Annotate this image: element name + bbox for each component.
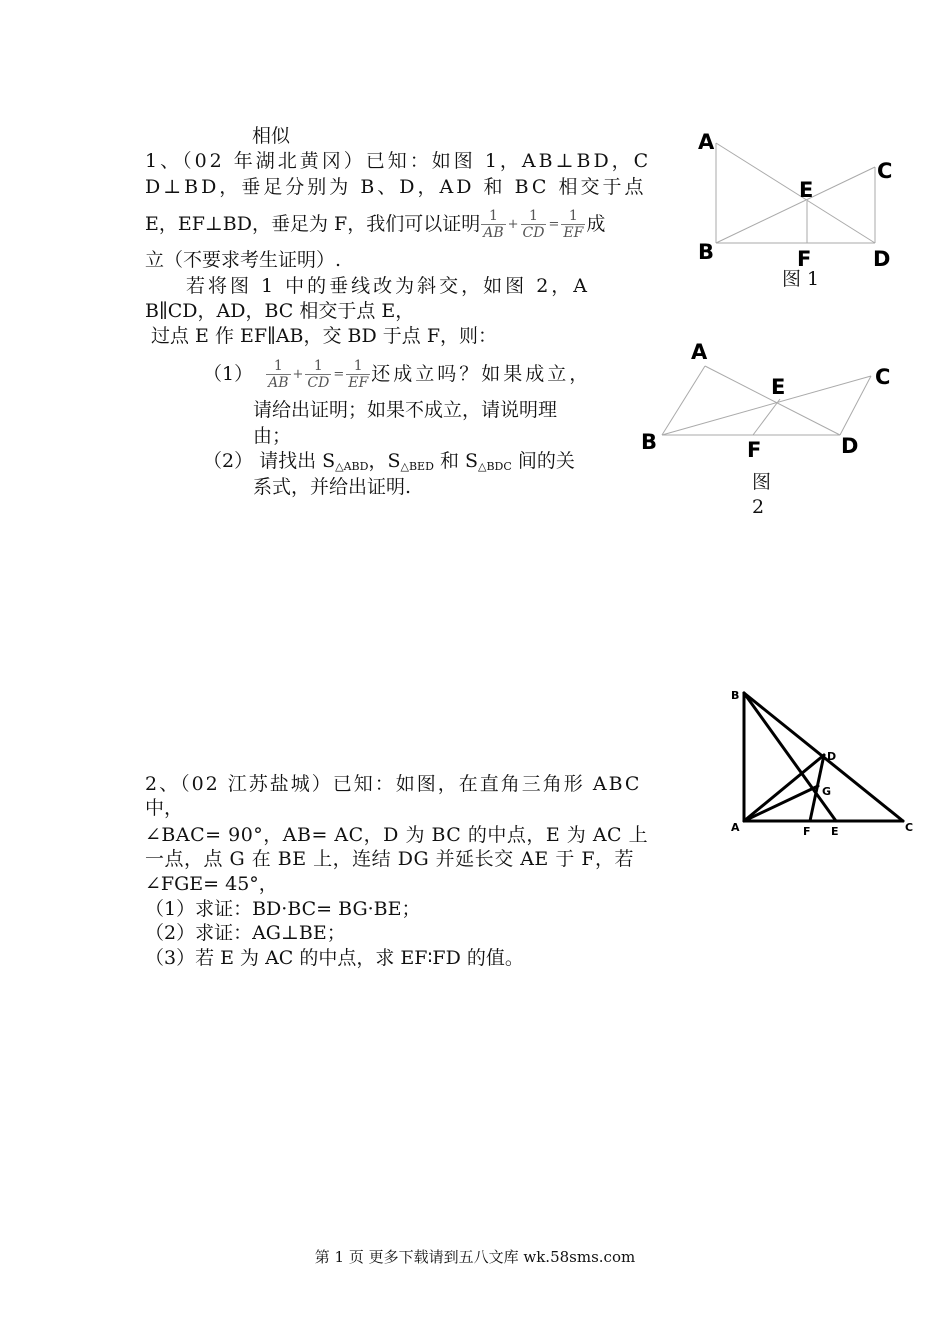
fig1-label-e: E	[799, 178, 814, 202]
fig2-label-e: E	[771, 375, 786, 399]
line3-text: E，EF⊥BD，垂足为 F，我们可以证明	[145, 212, 481, 235]
problem1-line7: 过点 E 作 EF∥AB，交 BD 于点 F，则：	[151, 325, 497, 347]
fig3-label-c: C	[905, 821, 914, 834]
problem1-line4: 立（不要求考生证明）.	[145, 249, 342, 271]
line3-end: 成	[586, 212, 606, 235]
problem2-line1: 2、（02 江苏盐城）已知：如图，在直角三角形 ABC	[145, 773, 642, 795]
fraction-1-over-ef: $\frac{1}{EF}$	[348, 357, 369, 391]
question1-row	[203, 354, 591, 394]
problem1-line2: D⊥BD，垂足分别为 B、D，AD 和 BC 相交于点	[145, 176, 647, 198]
plus-sign: +	[507, 216, 519, 232]
question1-line2: 请给出证明；如果不成立，请说明理	[253, 399, 558, 421]
figure2-caption-line1: 图	[752, 471, 772, 493]
problem2-line3: ∠BAC= 90°，AB= AC，D 为 BC 的中点，E 为 AC 上	[145, 824, 649, 846]
fig3-label-e: E	[831, 825, 839, 838]
fig2-label-a: A	[691, 340, 708, 364]
fraction-1-over-cd: $\frac{1}{CD}$	[522, 207, 545, 241]
problem1-line6: B∥CD，AD，BC 相交于点 E，	[145, 300, 415, 322]
fig1-label-a: A	[698, 130, 715, 154]
fig2-label-b: B	[641, 430, 658, 454]
fraction-1-over-cd: $\frac{1}{CD}$	[307, 357, 330, 391]
question2-row: （2） 请找出 $S_{\triangle ABD}$，$S_{\triangle BED}$ 和 $S_{\triangle BDC}$ 间的关	[203, 450, 575, 473]
figure2-diagram	[635, 335, 905, 465]
fig2-label-c: C	[875, 365, 891, 389]
fig2-segment-ef	[753, 399, 780, 435]
page-title: 相似	[252, 125, 291, 147]
problem2-line5: ∠FGE= 45°，	[145, 873, 278, 895]
figure2-caption-line2: 2	[752, 496, 765, 518]
fig3-label-d: D	[827, 750, 837, 763]
fig1-label-c: C	[877, 159, 893, 183]
question2-number: （2）	[203, 450, 254, 472]
fig2-segment-dc	[840, 376, 871, 435]
equals-sign: =	[548, 216, 560, 232]
problem1-line3	[145, 204, 605, 244]
problem2-question1: （1）求证：BD·BC= BG·BE；	[145, 898, 421, 920]
fig1-label-b: B	[698, 240, 715, 264]
figure3-diagram	[725, 683, 925, 843]
fig1-label-d: D	[873, 247, 891, 271]
figure1-caption: 图 1	[782, 268, 820, 290]
problem2-line2: 中，	[145, 797, 184, 819]
problem2-line4: 一点，点 G 在 BE 上，连结 DG 并延长交 AE 于 F，若	[145, 848, 635, 870]
page-footer: 第 1 页 更多下载请到五八文库 wk.58sms.com	[314, 1248, 636, 1266]
equals-sign: =	[333, 366, 345, 382]
fraction-1-over-ab: $\frac{1}{AB}$	[483, 207, 504, 241]
question1-text: 还成立吗？如果成立，	[371, 362, 592, 385]
fig3-label-f: F	[803, 825, 811, 838]
fig3-label-b: B	[731, 689, 740, 702]
question1-number: （1）	[203, 362, 254, 385]
problem1-line5: 若将图 1 中的垂线改为斜交，如图 2，A	[186, 275, 591, 297]
fig1-segment-bc	[716, 167, 875, 243]
fraction-1-over-ef: $\frac{1}{EF}$	[563, 207, 584, 241]
problem2-question3: （3）若 E 为 AC 的中点，求 EF∶FD 的值。	[145, 947, 524, 969]
fig1-label-f: F	[797, 247, 812, 271]
problem1-line1: 1、（02 年湖北黄冈）已知：如图 1，AB⊥BD，C	[145, 150, 652, 172]
fig3-label-a: A	[731, 821, 740, 834]
fig2-label-f: F	[747, 438, 762, 462]
question1-line3: 由；	[253, 425, 292, 447]
fraction-1-over-ab: $\frac{1}{AB}$	[268, 357, 289, 391]
fig1-segment-ad	[716, 143, 875, 243]
fig3-label-g: G	[822, 785, 832, 798]
problem2-question2: （2）求证：AG⊥BE；	[145, 922, 346, 944]
question2-line2: 系式，并给出证明.	[253, 476, 412, 498]
fig2-label-d: D	[841, 434, 859, 458]
plus-sign: +	[292, 366, 304, 382]
